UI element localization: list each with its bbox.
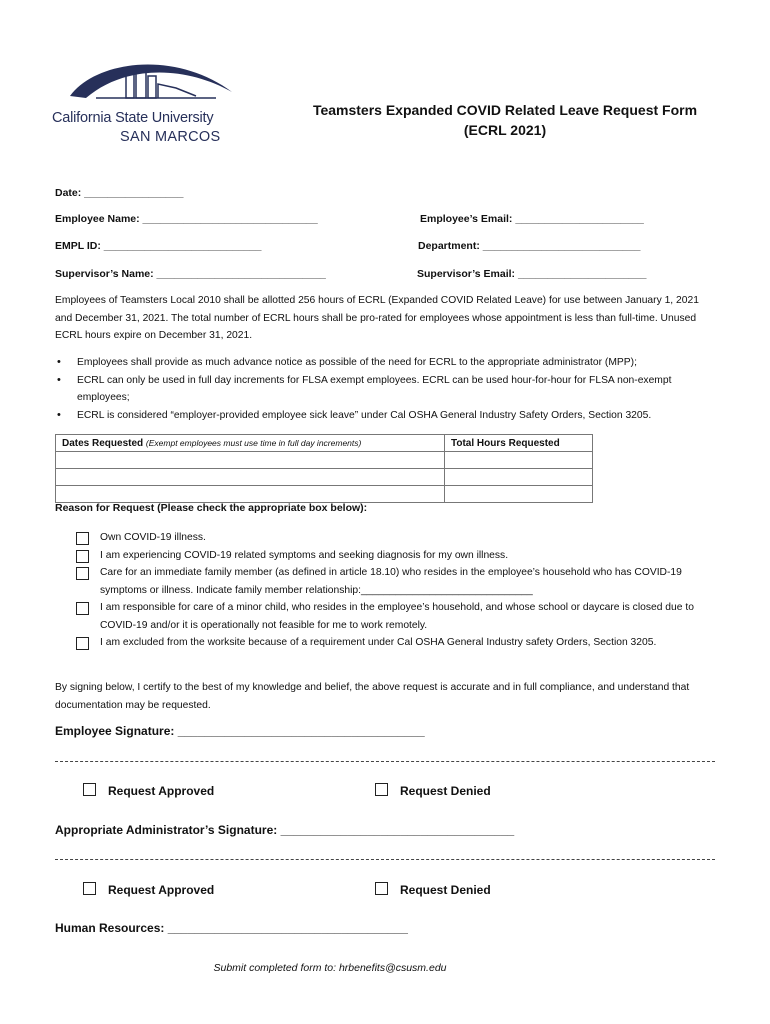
dates-cell[interactable] bbox=[56, 486, 445, 503]
request-denied-label: Request Denied bbox=[400, 784, 491, 798]
reason-label: I am responsible for care of a minor child, who resides in the employee’s household, and whose school or daycare is closed due to COVID-19 and/or it is operationally not feasible for me to work remotely. bbox=[100, 602, 694, 631]
policy-bullets bbox=[55, 354, 715, 424]
table-row bbox=[56, 452, 593, 469]
admin-signature-field[interactable]: Appropriate Administrator’s Signature: ___________________________________ bbox=[55, 823, 515, 837]
date-field[interactable]: Date: _________________ bbox=[55, 187, 184, 199]
form-title-line-2: (ECRL 2021) bbox=[463, 122, 547, 138]
request-denied-label: Request Denied bbox=[400, 883, 491, 897]
checkbox-box[interactable] bbox=[83, 882, 96, 895]
csusm-logo bbox=[52, 52, 252, 152]
reason-checkbox[interactable] bbox=[76, 550, 89, 563]
dates-requested-note: (Exempt employees must use time in full day increments) bbox=[145, 437, 362, 448]
reason-heading: Reason for Request (Please check the appropriate box below): bbox=[55, 502, 368, 514]
reason-checkbox[interactable] bbox=[76, 602, 89, 615]
reason-option[interactable] bbox=[74, 529, 714, 547]
total-hours-header: Total Hours Requested bbox=[445, 435, 593, 452]
request-approved-label: Request Approved bbox=[108, 883, 215, 897]
divider bbox=[55, 859, 715, 860]
reason-option[interactable] bbox=[74, 634, 714, 652]
logo-line-2: SAN MARCOS bbox=[120, 129, 221, 145]
employee-email-field[interactable]: Employee’s Email: ______________________ bbox=[420, 213, 644, 225]
dates-requested-label: Dates Requested bbox=[62, 437, 144, 449]
request-approved-checkbox[interactable] bbox=[83, 783, 214, 798]
reason-label: I am experiencing COVID-19 related symptoms and seeking diagnosis for my own illness. bbox=[100, 549, 509, 561]
reason-option[interactable] bbox=[74, 564, 714, 599]
checkbox-box[interactable] bbox=[83, 783, 96, 796]
dates-table bbox=[55, 434, 593, 503]
bullet-item: • Employees shall provide as much advance notice as possible of the need for ECRL to the appropriate administrator (MPP); bbox=[55, 354, 715, 372]
empl-id-field[interactable]: EMPL ID: ___________________________ bbox=[55, 240, 262, 252]
dates-requested-header bbox=[56, 435, 445, 452]
hr-signature-field[interactable]: Human Resources: ____________________________________ bbox=[55, 921, 408, 935]
divider bbox=[55, 761, 715, 762]
dates-cell[interactable] bbox=[56, 469, 445, 486]
form-title-line-1: Teamsters Expanded COVID Related Leave Request Form bbox=[312, 102, 698, 118]
checkbox-box[interactable] bbox=[375, 882, 388, 895]
request-denied-checkbox[interactable] bbox=[375, 882, 491, 897]
reason-label: I am excluded from the worksite because of a requirement under Cal OSHA General Industry safety Orders, Section 3205. bbox=[100, 637, 657, 648]
logo-line-1: California State University bbox=[52, 110, 214, 126]
reason-label: Care for an immediate family member (as defined in article 18.10) who resides in the employee’s household who has COVID-19 symptoms or illness. Indicate family member relationship:______________________________ bbox=[100, 567, 682, 596]
hours-cell[interactable] bbox=[445, 452, 593, 469]
table-header-row bbox=[56, 435, 593, 452]
bullet-item: • ECRL is considered “employer-provided employee sick leave” under Cal OSHA General Industry Safety Orders, Section 3205. bbox=[55, 407, 715, 425]
bullet-item: • ECRL can only be used in full day increments for FLSA exempt employees. ECRL can be used hour-for-hour for FLSA non-exempt employees; bbox=[55, 372, 715, 407]
reason-label: Own COVID-19 illness. bbox=[100, 532, 206, 543]
department-field[interactable]: Department: ___________________________ bbox=[418, 240, 641, 252]
reason-checkbox[interactable] bbox=[76, 532, 89, 545]
reason-option[interactable] bbox=[74, 599, 714, 634]
logo-skyline-icon bbox=[66, 52, 236, 110]
table-row bbox=[56, 469, 593, 486]
employee-signature-field[interactable]: Employee Signature: _____________________________________ bbox=[55, 724, 425, 738]
form-title bbox=[250, 100, 760, 140]
hours-cell[interactable] bbox=[445, 469, 593, 486]
reason-checkbox[interactable] bbox=[76, 637, 89, 650]
employee-name-field[interactable]: Employee Name: ______________________________ bbox=[55, 213, 318, 225]
request-approved-checkbox[interactable] bbox=[83, 882, 214, 897]
request-denied-checkbox[interactable] bbox=[375, 783, 491, 798]
reason-checkbox[interactable] bbox=[76, 567, 89, 580]
request-approved-label: Request Approved bbox=[108, 784, 215, 798]
hours-cell[interactable] bbox=[445, 486, 593, 503]
submit-note: Submit completed form to: hrbenefits@csusm.edu bbox=[213, 962, 447, 974]
table-row bbox=[56, 486, 593, 503]
supervisor-email-field[interactable]: Supervisor’s Email: ______________________ bbox=[417, 268, 647, 280]
dates-cell[interactable] bbox=[56, 452, 445, 469]
reason-option[interactable] bbox=[74, 547, 714, 565]
supervisor-name-field[interactable]: Supervisor’s Name: _____________________________ bbox=[55, 268, 326, 280]
checkbox-box[interactable] bbox=[375, 783, 388, 796]
intro-paragraph: Employees of Teamsters Local 2010 shall be allotted 256 hours of ECRL (Expanded COVID Related Leave) for use between January 1, 2021 and December 31, 2021. The total number of ECRL hours shall be pro-rated for employees whose appointment is less than full-time. Unused ECRL hours expire on December 31, 2021. bbox=[55, 295, 699, 341]
certify-paragraph: By signing below, I certify to the best of my knowledge and belief, the above request is accurate and in full compliance, and understand that documentation may be requested. bbox=[55, 682, 690, 711]
reason-list bbox=[74, 529, 714, 652]
